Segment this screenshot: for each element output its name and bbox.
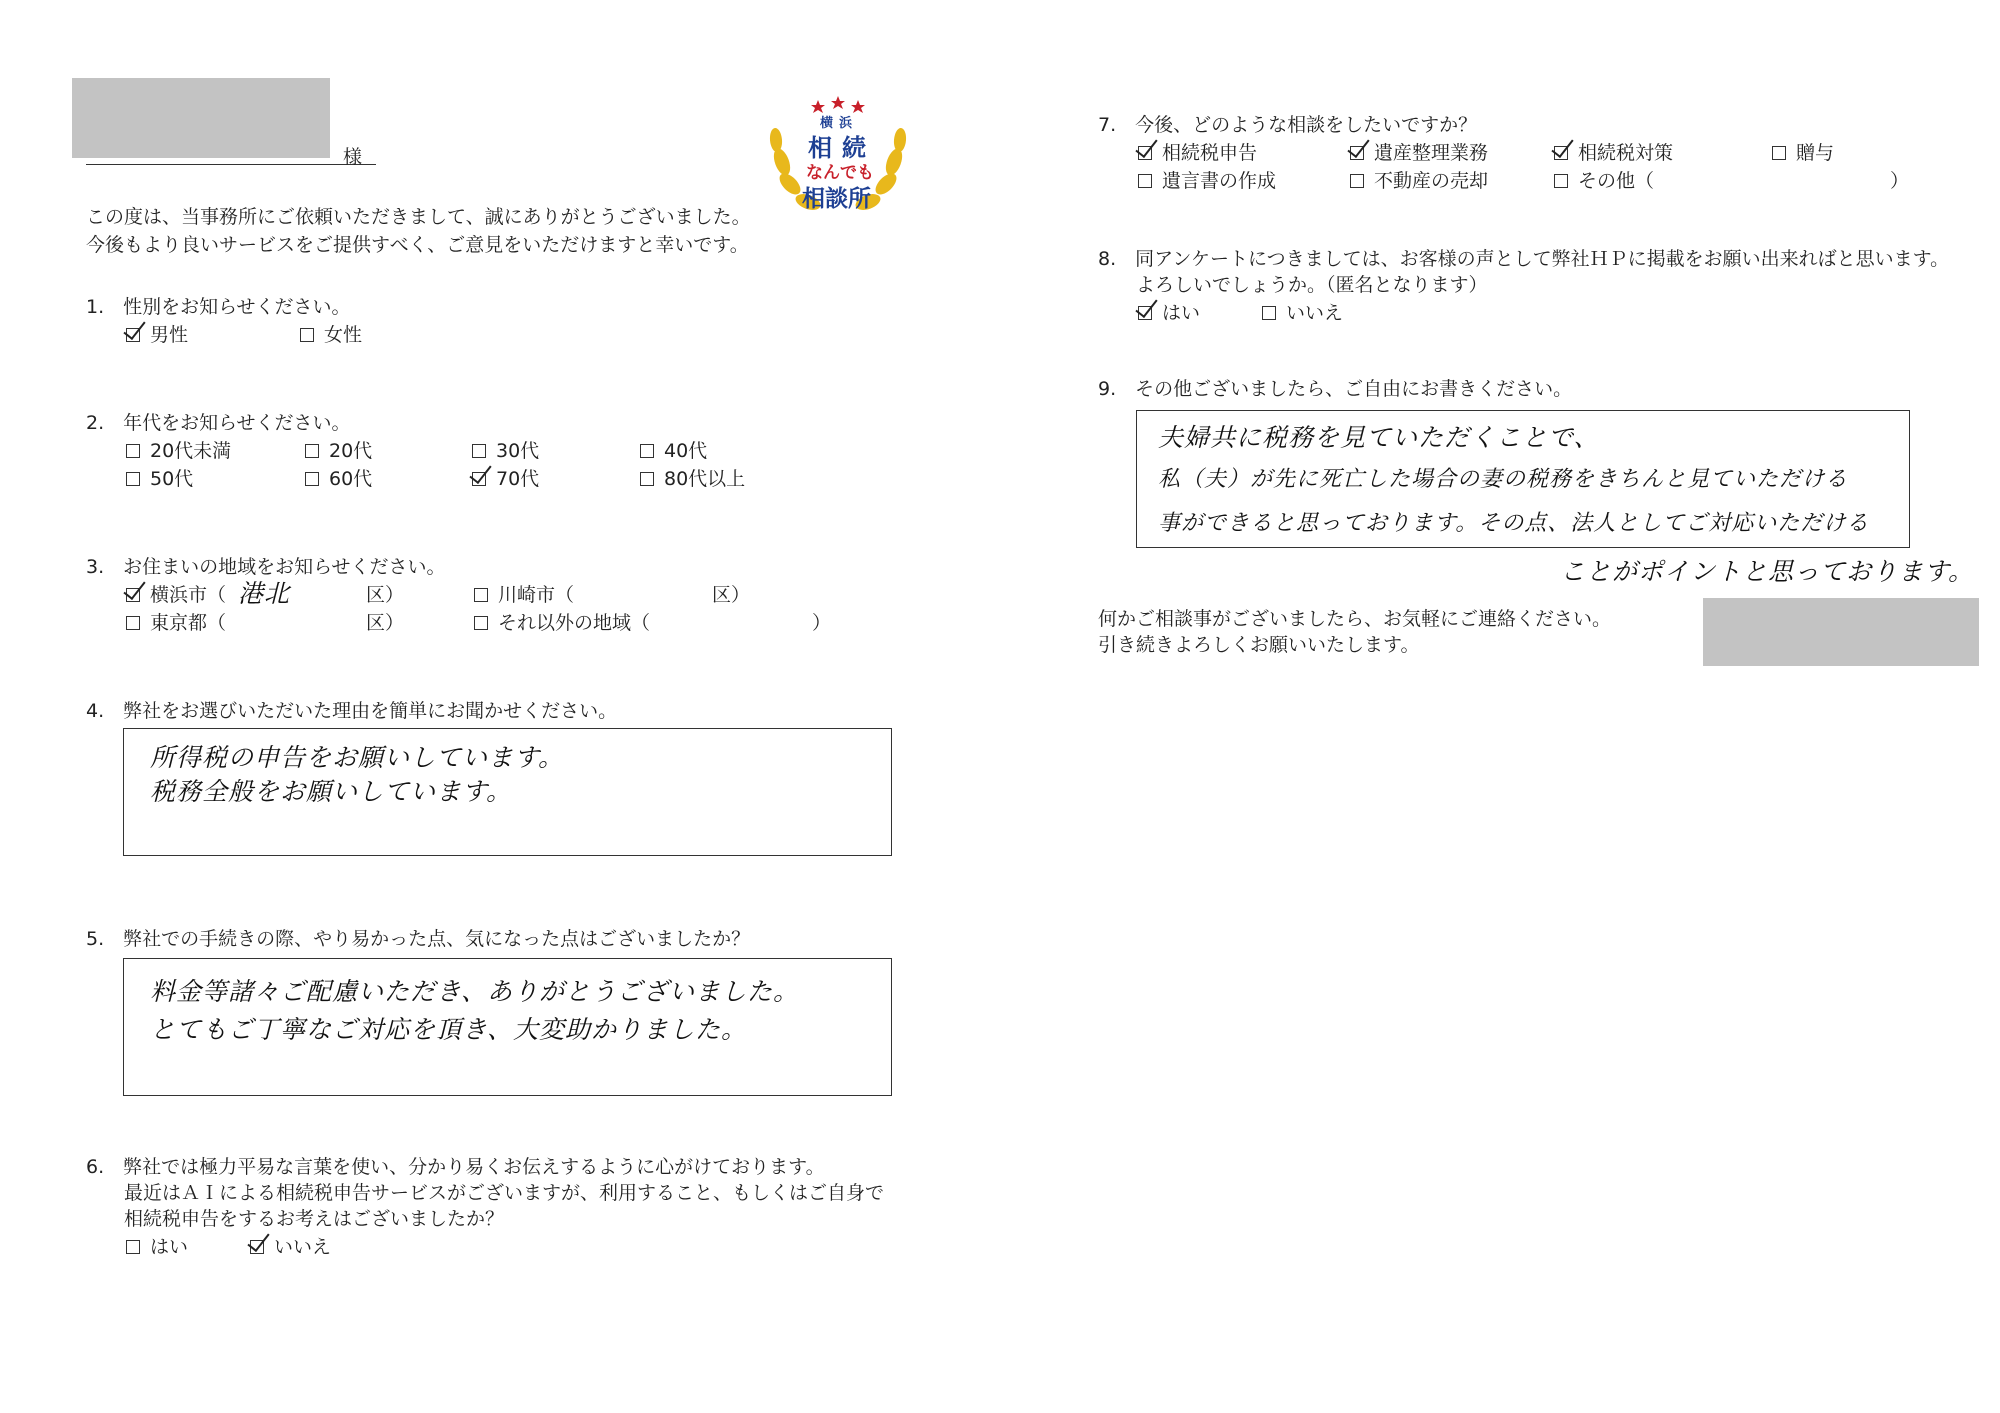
logo-text-nandemo: なんでも	[806, 163, 874, 183]
checkbox-checked-icon	[472, 472, 486, 486]
intro-line-2: 今後もより良いサービスをご提供すべく、ご意見をいただけますと幸いです。	[86, 234, 749, 256]
q6-line-1: 6. 弊社では極力平易な言葉を使い、分かり易くお伝えするように心がけております。	[86, 1156, 825, 1178]
q9-handwritten-line-2: 私（夫）が先に死亡した場合の妻の税務をきちんと見ていただける	[1158, 467, 1849, 492]
q2-option-under20[interactable]: 20代未満	[126, 436, 231, 463]
checkbox-icon	[1554, 174, 1568, 188]
checkbox-checked-icon	[126, 588, 140, 602]
q7-option-tax-filing[interactable]: 相続税申告	[1138, 138, 1257, 165]
checkbox-icon	[305, 472, 319, 486]
q8-option-no[interactable]: いいえ	[1262, 298, 1343, 325]
q7-option-other[interactable]: その他（	[1554, 166, 1654, 193]
q3-option-tokyo[interactable]: 東京都（	[126, 608, 226, 635]
q7-other-close: ）	[1890, 170, 1910, 192]
q5-handwritten-line-1: 料金等諸々ご配慮いただき、ありがとうございました。	[150, 977, 800, 1006]
redacted-customer-name	[72, 78, 330, 158]
checkbox-icon	[126, 1240, 140, 1254]
footer-line-2: 引き続きよろしくお願いいたします。	[1098, 634, 1420, 656]
q4-title: 4. 弊社をお選びいただいた理由を簡単にお聞かせください。	[86, 700, 618, 722]
q1-option-female[interactable]: 女性	[300, 320, 362, 347]
q2-option-30s[interactable]: 30代	[472, 436, 539, 463]
q3-option-yokohama[interactable]: 横浜市（	[126, 580, 226, 607]
checkbox-icon	[1138, 174, 1152, 188]
q8-option-yes[interactable]: はい	[1138, 298, 1200, 325]
checkbox-icon	[1772, 146, 1786, 160]
q2-option-80plus[interactable]: 80代以上	[640, 464, 745, 491]
checkbox-icon	[1350, 174, 1364, 188]
checkbox-icon	[305, 444, 319, 458]
checkbox-icon	[1262, 306, 1276, 320]
checkbox-icon	[300, 328, 314, 342]
q2-option-70s[interactable]: 70代	[472, 464, 539, 491]
q3-tokyo-ward-close: 区）	[366, 612, 405, 634]
name-underline	[86, 164, 376, 165]
q3-yokohama-ward-handwritten: 港北	[238, 579, 291, 608]
logo-text-souzoku: 相続	[808, 134, 876, 162]
redacted-company-stamp	[1703, 598, 1979, 666]
checkbox-icon	[126, 472, 140, 486]
q6-line-3: 相続税申告をするお考えはございましたか？	[124, 1208, 505, 1230]
q4-handwritten-line-1: 所得税の申告をお願いしています。	[150, 743, 565, 772]
q9-handwritten-line-3: 事ができると思っております。その点、法人としてご対応いただける	[1158, 511, 1870, 536]
checkbox-icon	[126, 616, 140, 630]
checkbox-icon	[640, 444, 654, 458]
q9-handwritten-line-4: ことがポイントと思っております。	[1560, 557, 1975, 586]
q6-option-no[interactable]: いいえ	[250, 1232, 331, 1259]
q7-option-estate-settlement[interactable]: 遺産整理業務	[1350, 138, 1488, 165]
q2-option-60s[interactable]: 60代	[305, 464, 372, 491]
footer-line-1: 何かご相談事がございましたら、お気軽にご連絡ください。	[1098, 608, 1612, 630]
q5-title: 5. 弊社での手続きの際、やり易かった点、気になった点はございましたか？	[86, 928, 751, 950]
q2-title: 2. 年代をお知らせください。	[86, 412, 351, 434]
q6-line-2: 最近はＡＩによる相続税申告サービスがございますが、利用すること、もしくはご自身で	[124, 1182, 885, 1204]
checkbox-checked-icon	[1350, 146, 1364, 160]
q7-title: 7. 今後、どのような相談をしたいですか？	[1098, 114, 1478, 136]
q9-title: 9. その他ございましたら、ご自由にお書きください。	[1098, 378, 1573, 400]
intro-line-1: この度は、当事務所にご依頼いただきまして、誠にありがとうございました。	[86, 206, 751, 228]
q5-handwritten-line-2: とてもご丁寧なご対応を頂き、大変助かりました。	[150, 1015, 748, 1044]
q3-option-kawasaki[interactable]: 川崎市（	[474, 580, 574, 607]
company-logo	[762, 92, 914, 222]
checkbox-checked-icon	[1138, 146, 1152, 160]
checkbox-checked-icon	[250, 1240, 264, 1254]
q7-option-will[interactable]: 遺言書の作成	[1138, 166, 1276, 193]
q8-line-2: よろしいでしょうか。（匿名となります）	[1136, 274, 1488, 296]
checkbox-checked-icon	[1554, 146, 1568, 160]
q4-handwritten-line-2: 税務全般をお願いしています。	[150, 777, 513, 806]
q3-kawasaki-ward-close: 区）	[712, 584, 751, 606]
q3-title: 3. お住まいの地域をお知らせください。	[86, 556, 446, 578]
q3-other-close: ）	[812, 612, 832, 634]
q1-title: 1. 性別をお知らせください。	[86, 296, 351, 318]
q3-option-other-area[interactable]: それ以外の地域（	[474, 608, 650, 635]
checkbox-icon	[474, 616, 488, 630]
q2-option-20s[interactable]: 20代	[305, 436, 372, 463]
logo-text-yokohama: 横浜	[820, 116, 859, 131]
checkbox-icon	[640, 472, 654, 486]
q9-handwritten-line-1: 夫婦共に税務を見ていただくことで、	[1158, 423, 1600, 452]
checkbox-checked-icon	[126, 328, 140, 342]
honorific: 様	[343, 146, 363, 168]
q1-option-male[interactable]: 男性	[126, 320, 188, 347]
checkbox-icon	[474, 588, 488, 602]
q2-option-40s[interactable]: 40代	[640, 436, 707, 463]
q8-line-1: 8. 同アンケートにつきましては、お客様の声として弊社ＨＰに掲載をお願い出来ればと思います。	[1098, 248, 1950, 270]
q7-option-tax-planning[interactable]: 相続税対策	[1554, 138, 1673, 165]
checkbox-icon	[126, 444, 140, 458]
q7-option-gift[interactable]: 贈与	[1772, 138, 1834, 165]
q6-option-yes[interactable]: はい	[126, 1232, 188, 1259]
q3-yokohama-ward-close: 区）	[366, 584, 405, 606]
checkbox-checked-icon	[1138, 306, 1152, 320]
q2-option-50s[interactable]: 50代	[126, 464, 193, 491]
checkbox-icon	[472, 444, 486, 458]
q7-option-real-estate[interactable]: 不動産の売却	[1350, 166, 1488, 193]
logo-text-soudansho: 相談所	[802, 186, 871, 212]
